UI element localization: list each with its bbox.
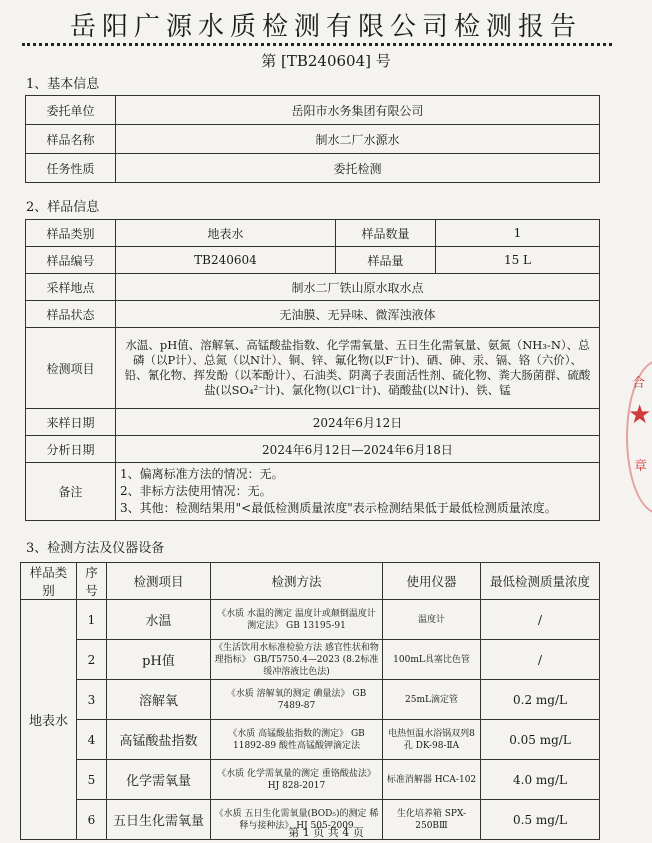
table-row (26, 463, 600, 521)
analysis-value: 2024年6月12日—2024年6月18日 (116, 436, 600, 463)
remark-line: 1、偏离标准方法的情况：无。 (120, 467, 284, 481)
table-row (26, 220, 600, 247)
row-instrument: 温度计 (383, 600, 481, 640)
table-row (26, 125, 600, 154)
table-row (21, 680, 600, 720)
row-limit: 4.0 mg/L (481, 760, 600, 800)
sample-id-label: 样品编号 (26, 247, 116, 274)
table-row (21, 720, 600, 760)
state-label: 样品状态 (26, 301, 116, 328)
row-method: 《水质 高锰酸盐指数的测定》 GB 11892-89 酸性高锰酸钾滴定法 (211, 720, 383, 760)
table-row (21, 760, 600, 800)
report-number: 第 [TB240604] 号 (261, 52, 391, 70)
row-number: 5 (77, 760, 107, 800)
row-number: 3 (77, 680, 107, 720)
red-seal-stamp (626, 360, 652, 510)
location-label: 采样地点 (26, 274, 116, 301)
row-method: 《水质 化学需氧量的测定 重铬酸盐法》 HJ 828-2017 (211, 760, 383, 800)
row-item: 水温 (107, 600, 211, 640)
row-limit: 0.5 mg/L (481, 800, 600, 840)
row-item: 化学需氧量 (107, 760, 211, 800)
header-cell: 检测方法 (211, 563, 383, 600)
sample-info-table (25, 219, 600, 521)
header-cell: 检测项目 (107, 563, 211, 600)
row-method: 《水质 溶解氧的测定 碘量法》 GB 7489-87 (211, 680, 383, 720)
items-value: 水温、pH值、溶解氧、高锰酸盐指数、化学需氧量、五日生化需氧量、氨氮（NH₃-N）、总磷（以P计）、总氮（以N计）、铜、锌、氟化物(以F⁻计)、硒、砷、汞、镉、铬（六价）、铅、氰化物、挥发酚（以苯酚计）、石油类、阴离子表面活性剂、硫化物、粪大肠菌群、硫酸盐(以SO₄²⁻计)、氯化物(以Cl⁻计)、硝酸盐(以N计)、铁、锰 (116, 328, 600, 409)
basic-info-table (25, 95, 600, 183)
header-cell: 样品类别 (21, 563, 77, 600)
remark-line: 2、非标方法使用情况：无。 (120, 484, 272, 498)
table-row (26, 436, 600, 463)
page-footer: 第 1 页 共 4 页 (288, 826, 364, 839)
row-number: 2 (77, 640, 107, 680)
row-instrument: 25mL滴定管 (383, 680, 481, 720)
row-item: 五日生化需氧量 (107, 800, 211, 840)
row-limit: / (481, 600, 600, 640)
remark-value (116, 463, 600, 521)
task-value: 委托检测 (116, 154, 600, 183)
sample-name-value: 制水二厂水源水 (116, 125, 600, 154)
sample-name-label: 样品名称 (26, 125, 116, 154)
table-header-row (21, 563, 600, 600)
row-limit: 0.05 mg/L (481, 720, 600, 760)
amount-label: 样品量 (336, 247, 436, 274)
row-number: 4 (77, 720, 107, 760)
received-label: 来样日期 (26, 409, 116, 436)
analysis-label: 分析日期 (26, 436, 116, 463)
row-item: pH值 (107, 640, 211, 680)
remark-line: 3、其他：检测结果用"<最低检测质量浓度"表示检测结果低于最低检测质量浓度。 (120, 501, 557, 515)
row-instrument: 100mL具塞比色管 (383, 640, 481, 680)
sample-id-value: TB240604 (116, 247, 336, 274)
table-row (26, 274, 600, 301)
category-value: 地表水 (116, 220, 336, 247)
title-divider (22, 43, 612, 46)
items-label: 检测项目 (26, 328, 116, 409)
header-cell: 序号 (77, 563, 107, 600)
row-method: 《水质 水温的测定 温度计或颠倒温度计测定法》 GB 13195-91 (211, 600, 383, 640)
method-category: 地表水 (21, 600, 77, 840)
table-row (26, 301, 600, 328)
section-methods: 3、检测方法及仪器设备 (26, 541, 165, 556)
row-instrument: 电热恒温水浴锅双列8孔 DK-98-ⅡA (383, 720, 481, 760)
row-number: 1 (77, 600, 107, 640)
table-row (26, 328, 600, 409)
seal-star-icon: ★ (628, 400, 652, 430)
row-limit: 0.2 mg/L (481, 680, 600, 720)
row-item: 高锰酸盐指数 (107, 720, 211, 760)
client-label: 委托单位 (26, 96, 116, 125)
report-title: 岳阳广源水质检测有限公司检测报告 (69, 12, 582, 42)
client-value: 岳阳市水务集团有限公司 (116, 96, 600, 125)
task-label: 任务性质 (26, 154, 116, 183)
table-row (26, 154, 600, 183)
table-row (26, 96, 600, 125)
methods-table (20, 562, 600, 840)
seal-char: 章 (634, 459, 648, 474)
section-sample-info: 2、样品信息 (26, 200, 100, 215)
amount-value: 15 L (436, 247, 600, 274)
location-value: 制水二厂铁山原水取水点 (116, 274, 600, 301)
row-limit: / (481, 640, 600, 680)
remark-label: 备注 (26, 463, 116, 521)
count-label: 样品数量 (336, 220, 436, 247)
state-value: 无油膜、无异味、微浑浊液体 (116, 301, 600, 328)
row-item: 溶解氧 (107, 680, 211, 720)
received-value: 2024年6月12日 (116, 409, 600, 436)
category-label: 样品类别 (26, 220, 116, 247)
table-row (26, 409, 600, 436)
seal-char: 合 (632, 376, 646, 391)
header-cell: 使用仪器 (383, 563, 481, 600)
row-method: 《生活饮用水标准检验方法 感官性状和物理指标》 GB/T5750.4—2023 (8.2标准缓冲溶液比色法) (211, 640, 383, 680)
count-value: 1 (436, 220, 600, 247)
row-instrument: 标准消解器 HCA-102 (383, 760, 481, 800)
row-instrument: 生化培养箱 SPX-250BⅢ (383, 800, 481, 840)
table-row (21, 600, 600, 640)
table-row (21, 640, 600, 680)
table-row (26, 247, 600, 274)
row-method: 《水质 五日生化需氧量(BOD₅)的测定 稀释与接种法》 HJ 505-2009 (211, 800, 383, 840)
header-cell: 最低检测质量浓度 (481, 563, 600, 600)
section-basic-info: 1、基本信息 (26, 77, 100, 92)
row-number: 6 (77, 800, 107, 840)
